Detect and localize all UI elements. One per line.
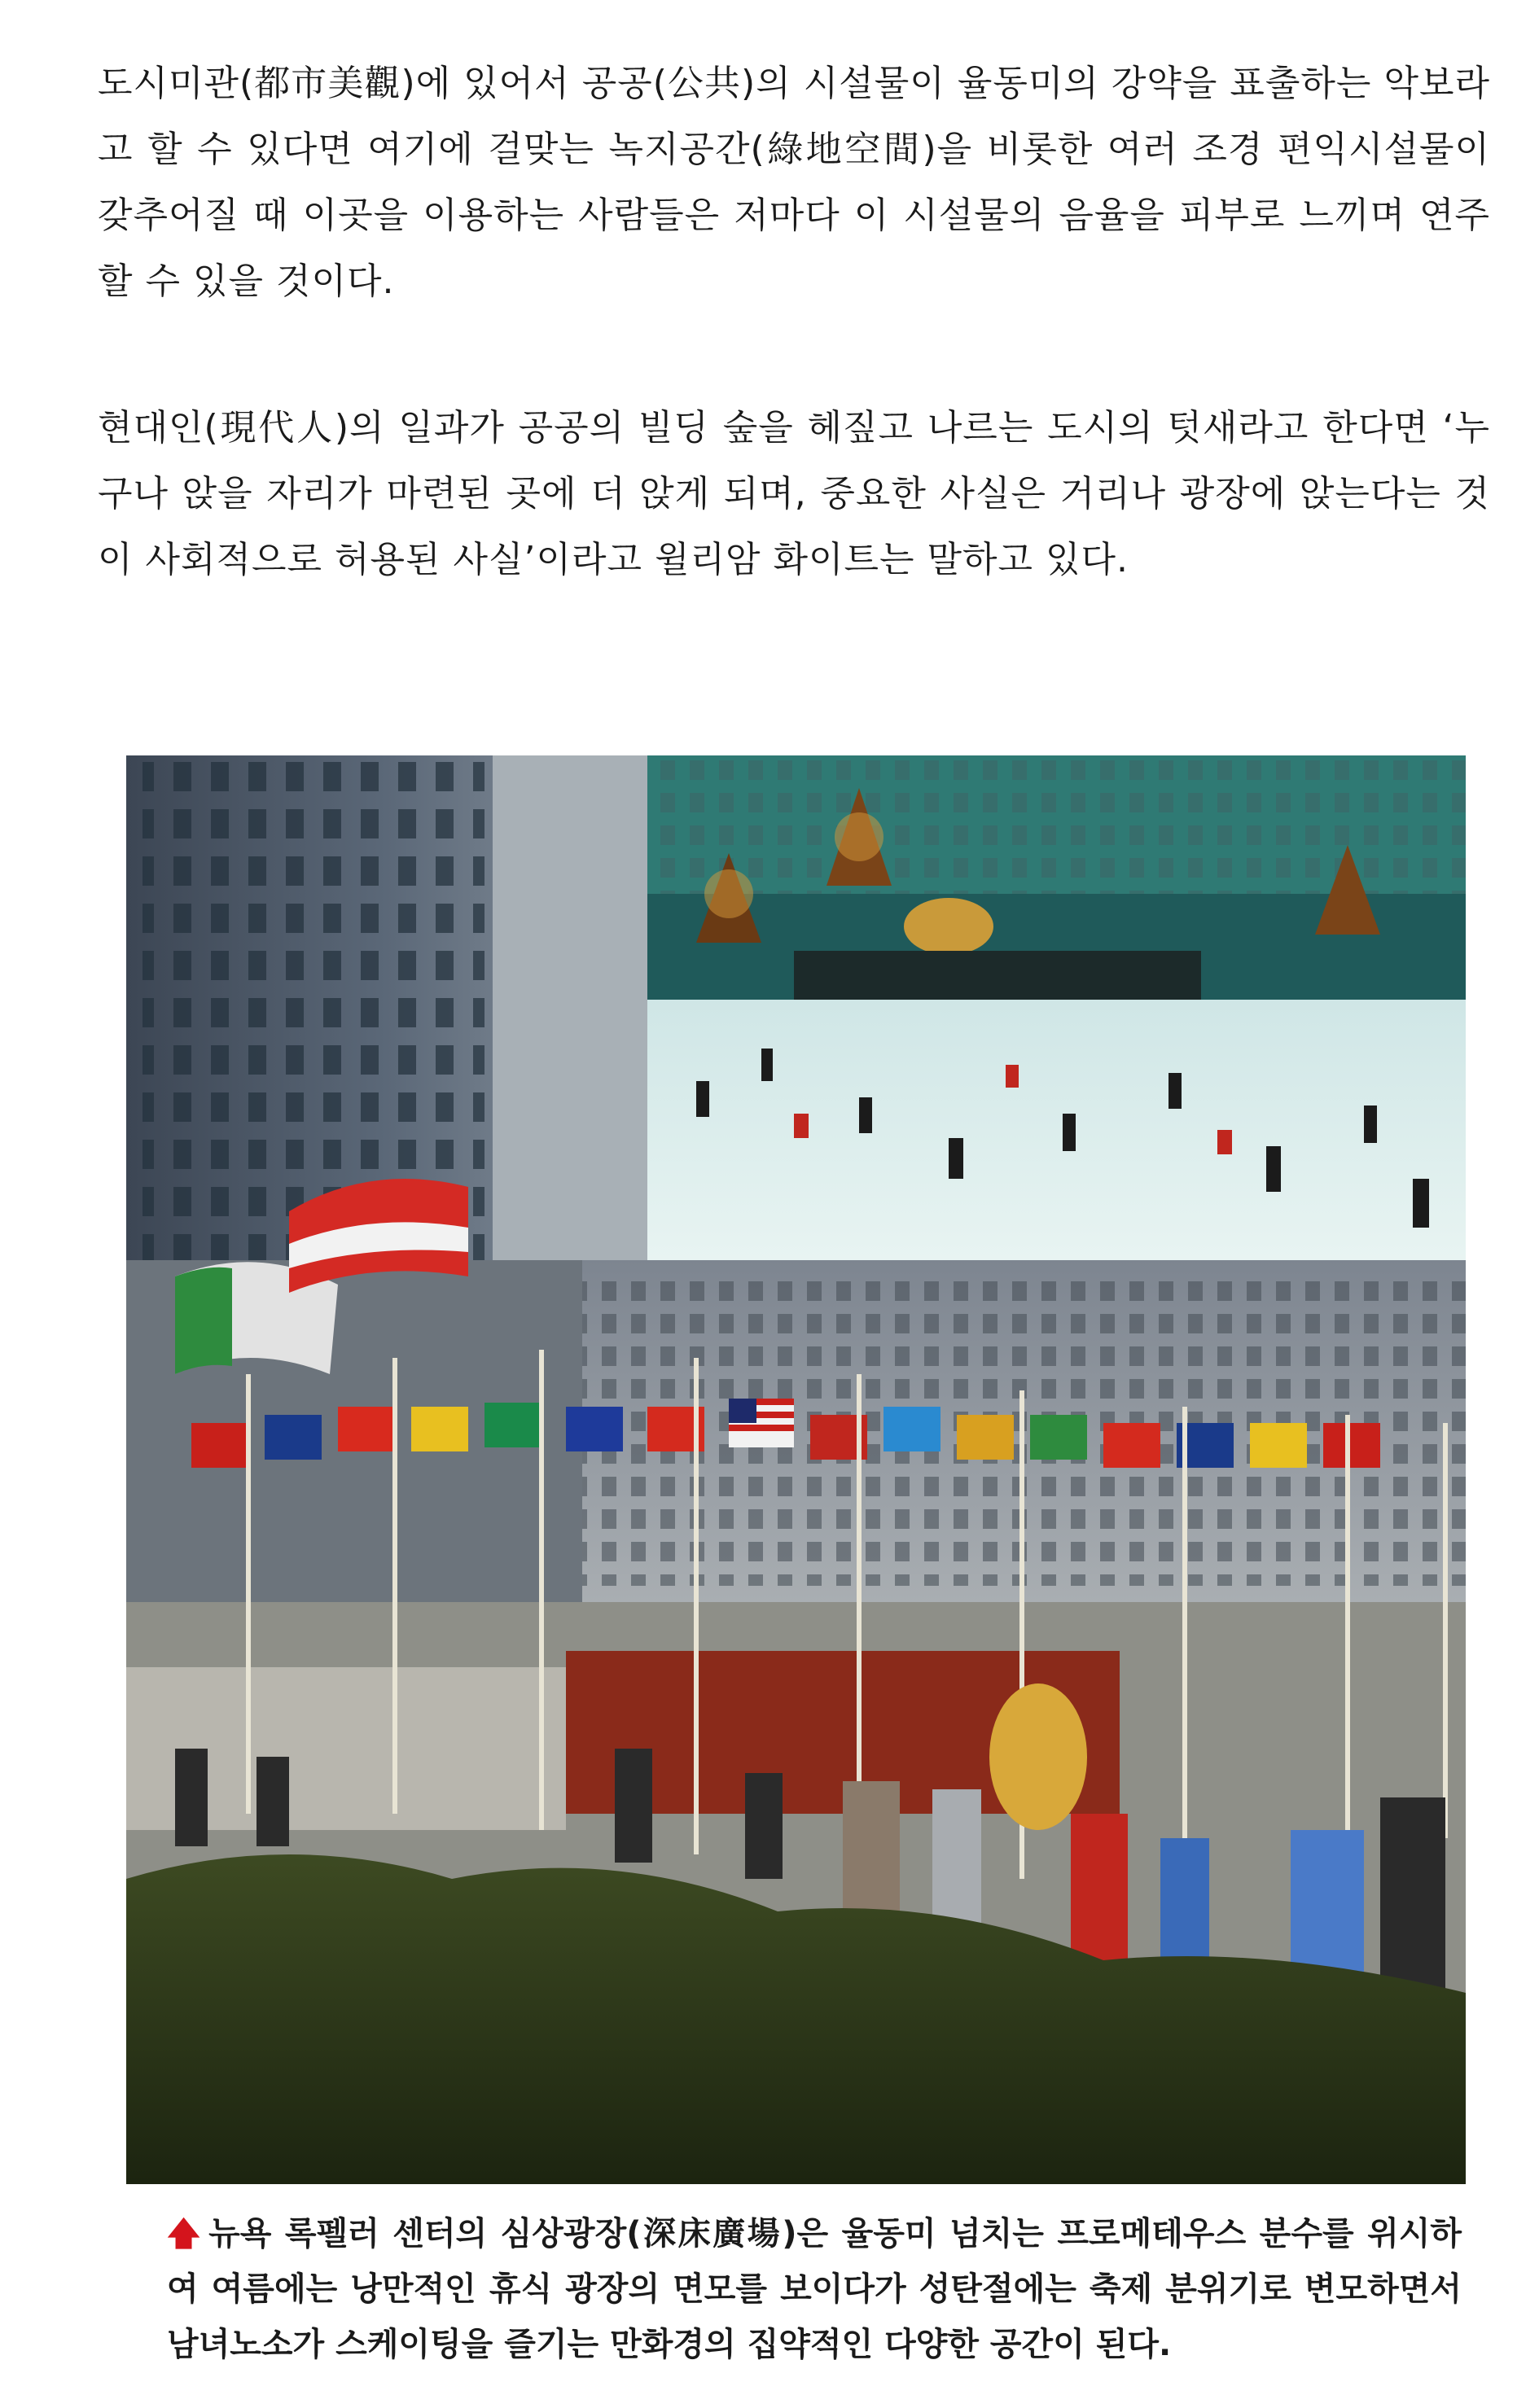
caption-text: 뉴욕 록펠러 센터의 심상광장(深床廣場)은 율동미 넘치는 프로메테우스 분수를 위시하여 여름에는 낭만적인 휴식 광장의 면모를 보이다가 성탄절에는 축제 분위기로 변모하면서 남녀노소가 스케이팅을 즐기는 만화경의 집약적인 다양한 공간이 된다.: [167, 2215, 1462, 2363]
flag-plaza-image: [126, 1179, 1466, 2184]
skating-rink-image: [647, 755, 1466, 1260]
body-paragraph-1: 도시미관(都市美觀)에 있어서 공공(公共)의 시설물이 율동미의 강약을 표출하는 악보라고 할 수 있다면 여기에 걸맞는 녹지공간(綠地空間)을 비롯한 여러 조경 편익시설물이 갖추어질 때 이곳을 이용하는 사람들은 저마다 이 시설물의 음율을 피부로 느끼며 연주할 수 있을 것이다.: [98, 63, 1490, 302]
arrow-up-icon: 🡅: [167, 2215, 201, 2253]
body-paragraph-2: 현대인(現代人)의 일과가 공공의 빌딩 숲을 헤짚고 나르는 도시의 텃새라고 한다면 ‘누구나 앉을 자리가 마련된 곳에 더 앉게 되며, 중요한 사실은 거리나 광장에 앉는다는 것이 사회적으로 허용된 사실’이라고 윌리암 화이트는 말하고 있다.: [98, 407, 1490, 580]
photo-caption: [167, 2206, 1462, 2372]
rockefeller-center-photo-collage: [126, 755, 1466, 2184]
